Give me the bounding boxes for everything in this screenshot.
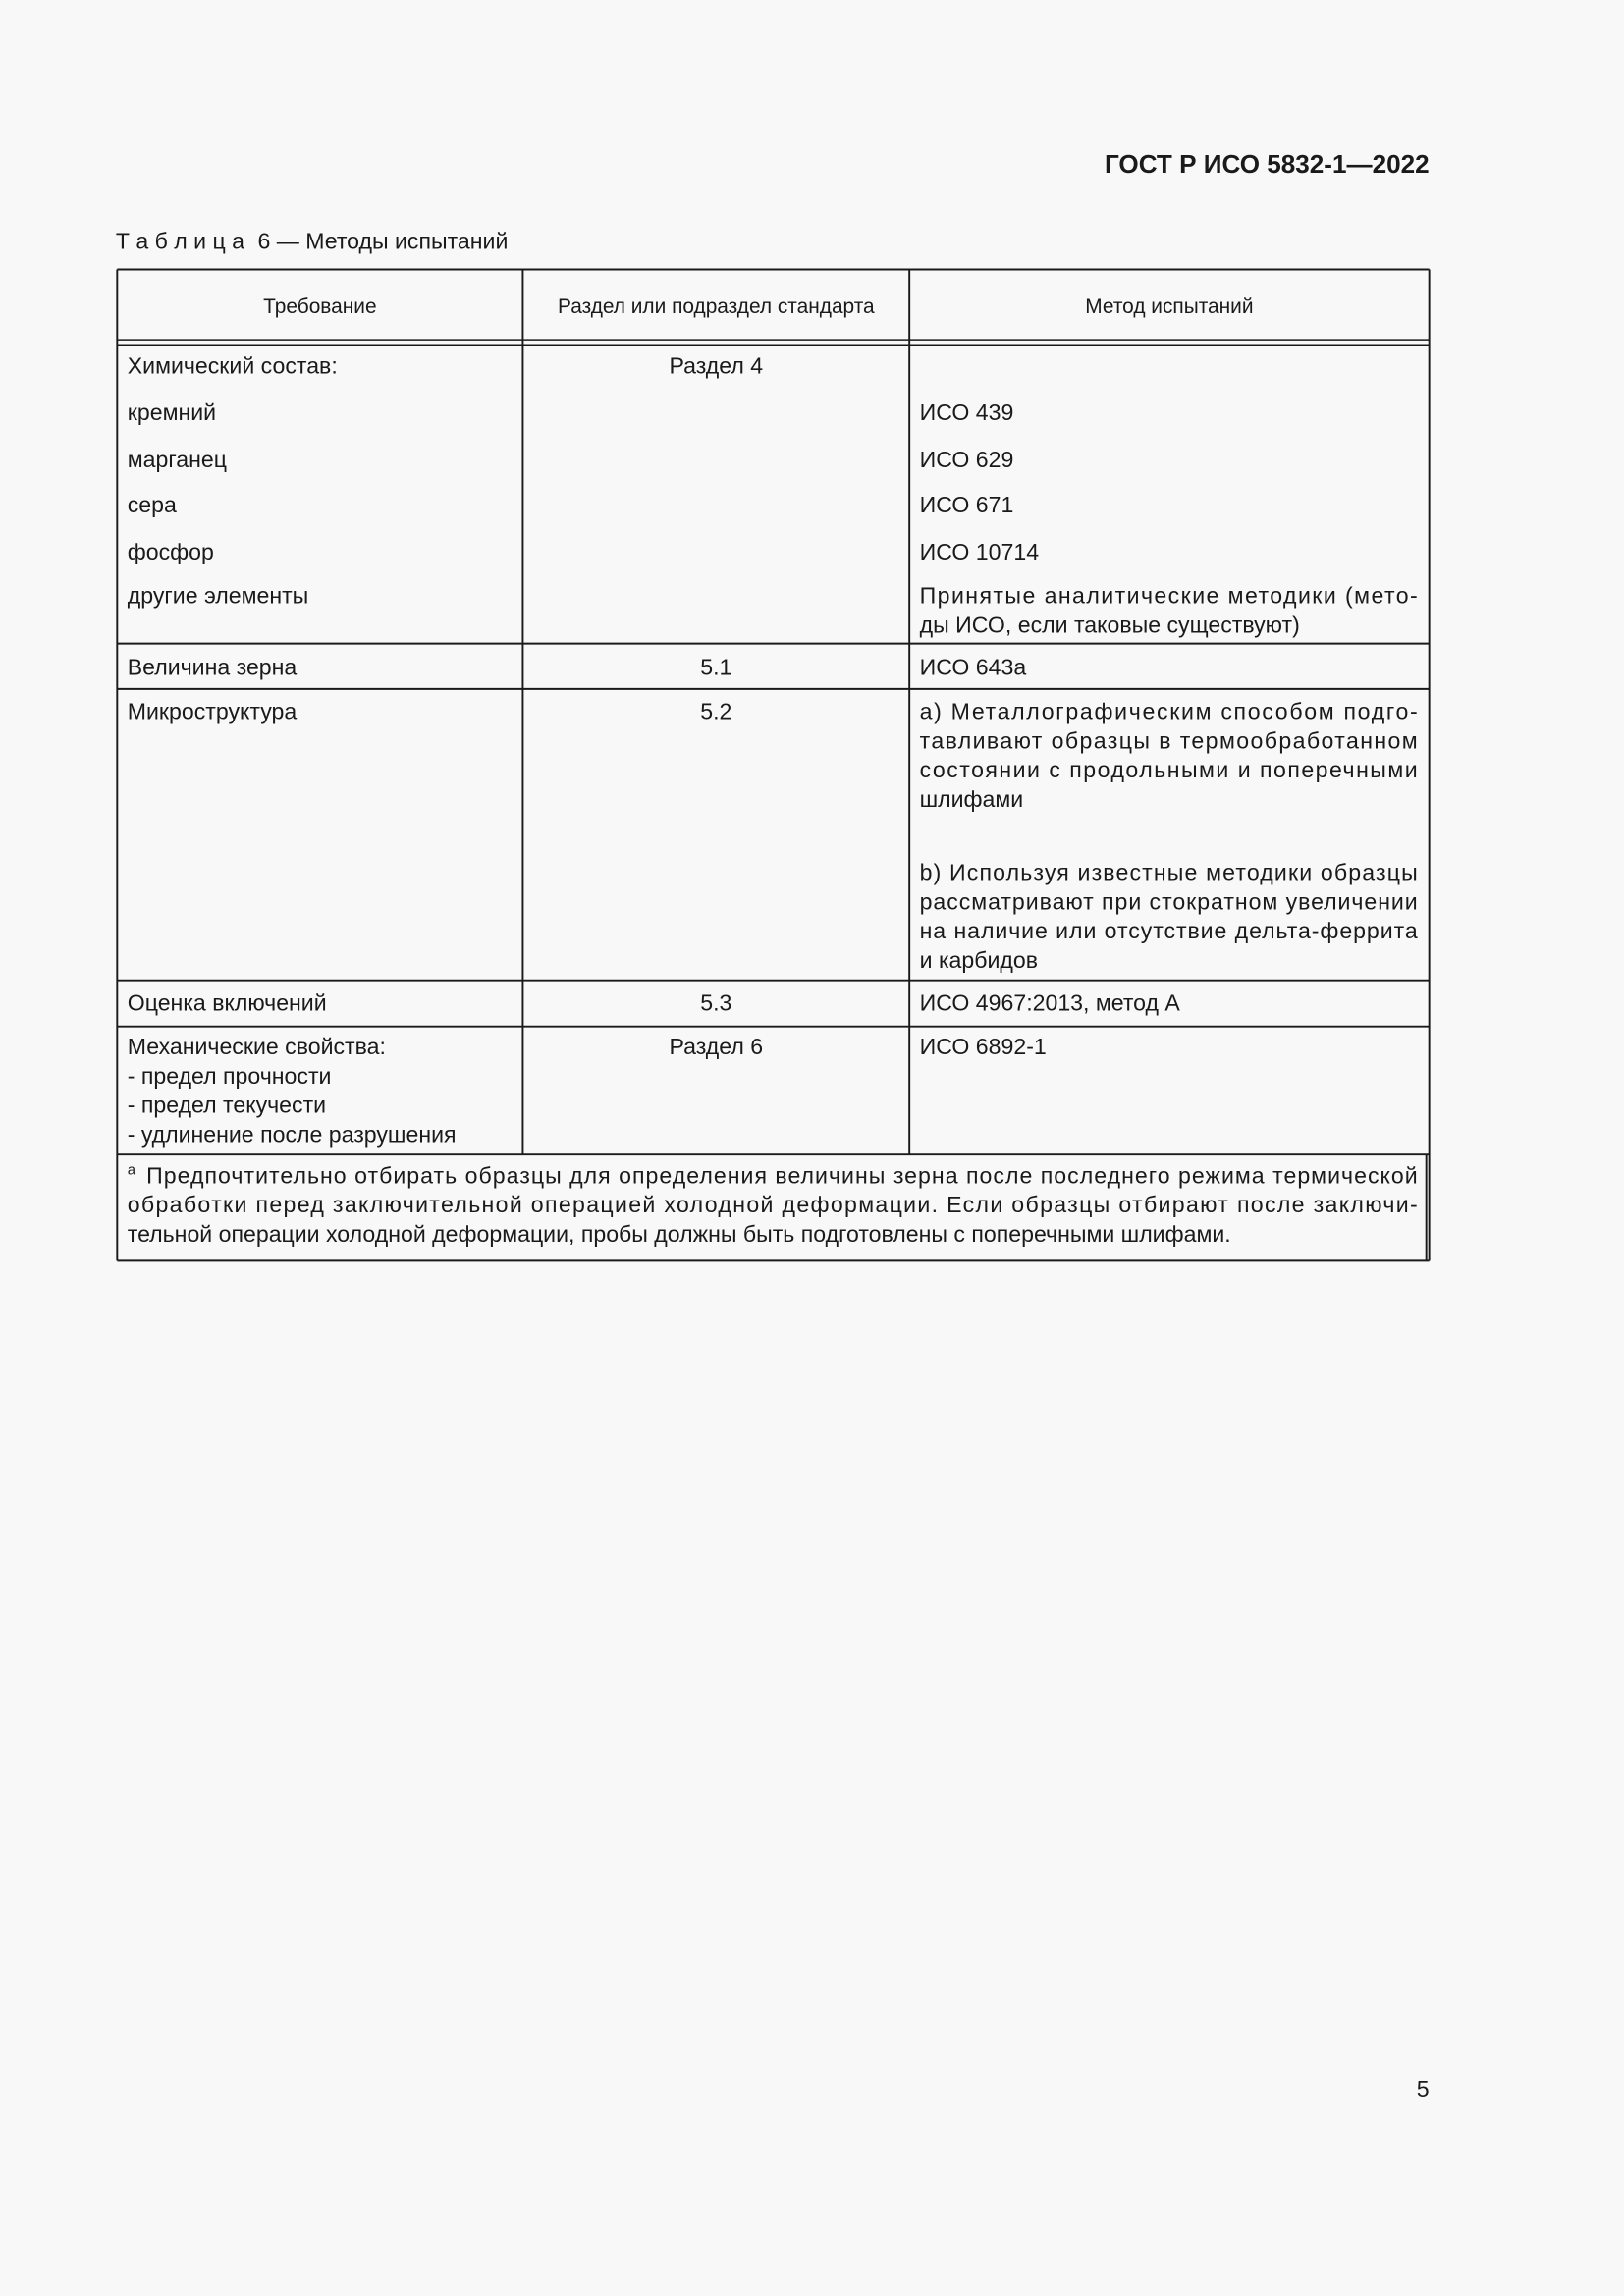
mechanical-section: Раздел 6 <box>669 1034 764 1060</box>
table-row-inclusions <box>128 989 1181 1015</box>
table-caption-label: Т а б л и ц а <box>115 228 245 254</box>
chemical-label: Химический состав: <box>127 352 338 379</box>
element-name: другие элементы <box>127 582 309 609</box>
microstructure-method-b: рассматривают при стократном увеличении <box>919 888 1418 915</box>
microstructure-method-b: b) Используя известные методики образцы <box>919 859 1418 885</box>
microstructure-method-a: шлифами <box>919 785 1024 812</box>
microstructure-method-a: тавливают образцы в термообработанном <box>919 727 1418 754</box>
grain-method: ИСО 643a <box>919 654 1027 680</box>
table-row-grain <box>128 655 1027 680</box>
element-method: ИСО 629 <box>919 446 1014 472</box>
table-caption <box>116 229 509 254</box>
microstructure-label: Микроструктура <box>127 698 298 724</box>
microstructure-section: 5.2 <box>700 698 732 724</box>
mechanical-item: - предел прочности <box>127 1062 332 1089</box>
element-name: кремний <box>127 400 217 426</box>
element-method: ИСО 671 <box>919 492 1014 518</box>
table-footnote <box>128 1162 1418 1247</box>
table-row-chemical <box>128 352 1418 637</box>
table-row-microstructure <box>128 698 1418 973</box>
element-method: ИСО 10714 <box>919 538 1040 564</box>
table-header-row <box>263 295 1253 318</box>
inclusions-label: Оценка включений <box>127 989 327 1016</box>
microstructure-method-b: на наличие или отсутствие дельта-феррита <box>919 918 1418 944</box>
header-method: Метод испытаний <box>1085 295 1254 319</box>
element-method: ды ИСО, если таковые существуют) <box>919 612 1300 638</box>
footnote-line: Предпочтительно отбирать образцы для определения величины зерна после последнего режима термической <box>146 1162 1418 1189</box>
element-name: фосфор <box>127 538 214 564</box>
header-requirement: Требование <box>263 295 377 319</box>
inclusions-method: ИСО 4967:2013, метод А <box>919 989 1180 1016</box>
inclusions-section: 5.3 <box>700 989 732 1016</box>
element-method: Принятые аналитические методики (мето- <box>919 582 1418 609</box>
element-name: марганец <box>127 446 227 472</box>
element-method: ИСО 439 <box>919 400 1014 426</box>
mechanical-item: - удлинение после разрушения <box>127 1121 457 1148</box>
grain-section: 5.1 <box>700 654 732 680</box>
mechanical-label: Механические свойства: <box>127 1034 386 1060</box>
microstructure-method-b: и карбидов <box>919 947 1039 974</box>
footnote-marker: a <box>127 1162 136 1179</box>
header-section: Раздел или подраздел стандарта <box>557 295 875 319</box>
element-name: сера <box>127 492 177 518</box>
footnote-line: обработки перед заключительной операцией холодной деформации. Если образцы отбирают после заключи- <box>127 1192 1418 1218</box>
page-number: 5 <box>1416 2076 1430 2103</box>
footnote-line: тельной операции холодной деформации, пробы должны быть подготовлены с поперечными шлифами. <box>127 1220 1231 1247</box>
mechanical-item: - предел текучести <box>127 1092 327 1118</box>
microstructure-method-a: состоянии с продольными и поперечными <box>919 757 1418 783</box>
microstructure-method-a: a) Металлографическим способом подго- <box>919 698 1418 724</box>
standard-number: ГОСТ Р ИСО 5832-1—2022 <box>1104 149 1430 180</box>
chemical-section: Раздел 4 <box>669 352 764 379</box>
grain-label: Величина зерна <box>127 654 298 680</box>
mechanical-method: ИСО 6892-1 <box>919 1034 1047 1060</box>
table-caption-text: 6 — Методы испытаний <box>257 228 509 254</box>
